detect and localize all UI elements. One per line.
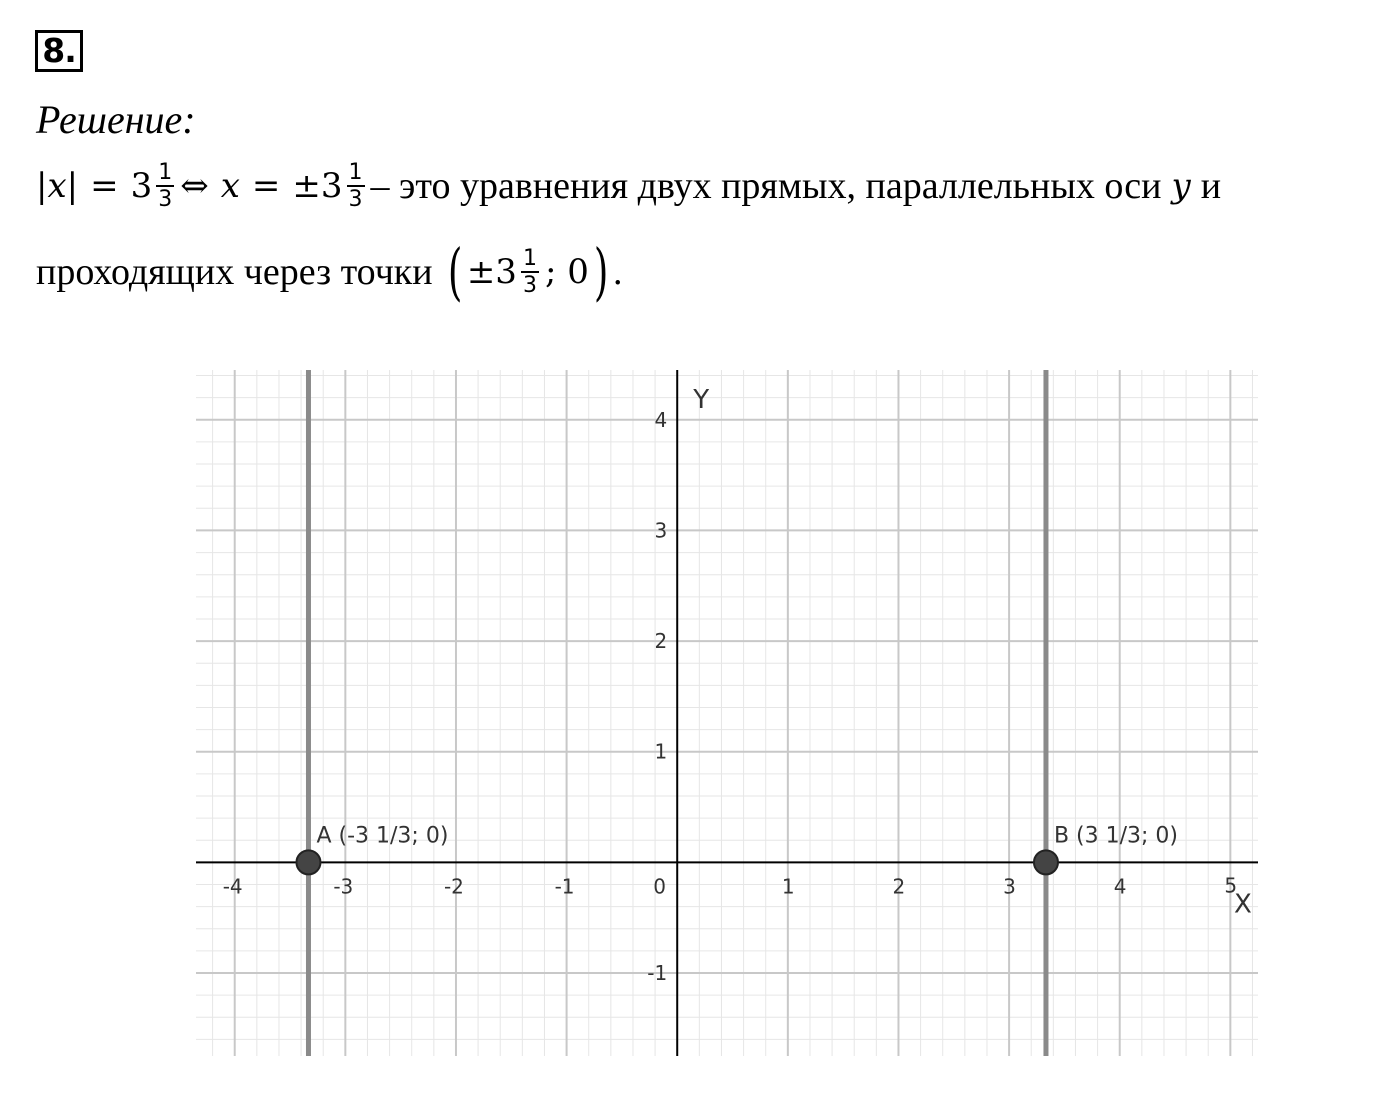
y-tick-label: 2: [654, 629, 668, 654]
abs-x: |x|: [36, 166, 79, 206]
left-paren: (: [447, 235, 462, 308]
x-tick-label: -4: [222, 874, 243, 899]
right-paren: ): [593, 235, 609, 308]
y-axis-label: Y: [693, 385, 710, 415]
plus-minus-whole: ±3: [292, 166, 343, 206]
fraction-denominator: 3: [158, 187, 173, 212]
axes: [196, 370, 1258, 1056]
x-tick-label: 4: [1113, 874, 1127, 899]
point-a: [296, 850, 320, 874]
x-variable: x: [220, 166, 240, 206]
period: .: [613, 251, 623, 293]
y-tick-label: 1: [654, 739, 668, 764]
point-label-b: B (3 1/3; 0): [1053, 823, 1179, 849]
point-b: [1034, 850, 1058, 874]
x-tick-label: 1: [781, 874, 795, 899]
x-tick-label: 3: [1003, 874, 1016, 899]
tick-labels: [223, 408, 1237, 985]
fraction-denominator-2: 3: [348, 187, 363, 212]
fraction-numerator-2: 1: [348, 160, 363, 185]
x-tick-label: 2: [892, 874, 906, 899]
conjunction-text: и: [1200, 165, 1222, 207]
problem-number: 8.: [35, 30, 83, 72]
equals-sign-2: =: [251, 166, 281, 206]
explanation-text: – это уравнения двух прямых, параллельных оси: [370, 165, 1162, 207]
whole-part: 3: [130, 166, 153, 206]
x-tick-label: -2: [443, 874, 464, 899]
x-tick-label: -3: [333, 874, 354, 899]
minor-grid: [196, 370, 1258, 1056]
equals-sign: =: [90, 166, 119, 206]
y-tick-label: -1: [647, 961, 668, 986]
x-tick-label: -1: [554, 874, 575, 899]
y-variable: y: [1171, 166, 1191, 206]
y-tick-label: 4: [654, 407, 668, 432]
major-grid: [196, 370, 1258, 1056]
points-text: проходящих через точки: [36, 251, 433, 293]
fraction-numerator: 1: [158, 160, 173, 185]
x-tick-label: 0: [653, 874, 666, 899]
point-label-a: A (-3 1/3; 0): [316, 823, 449, 849]
plus-minus-whole-2: ±3: [466, 252, 517, 292]
fraction-numerator-3: 1: [522, 246, 537, 271]
x-tick-label: 5: [1224, 873, 1238, 898]
coordinate-rest: ; 0: [544, 252, 589, 292]
fraction-denominator-3: 3: [522, 273, 537, 298]
x-axis-label: X: [1234, 889, 1252, 920]
iff-sign: ⇔: [180, 166, 209, 206]
solution-heading: Решение:: [36, 97, 196, 142]
y-tick-label: 3: [654, 518, 668, 543]
